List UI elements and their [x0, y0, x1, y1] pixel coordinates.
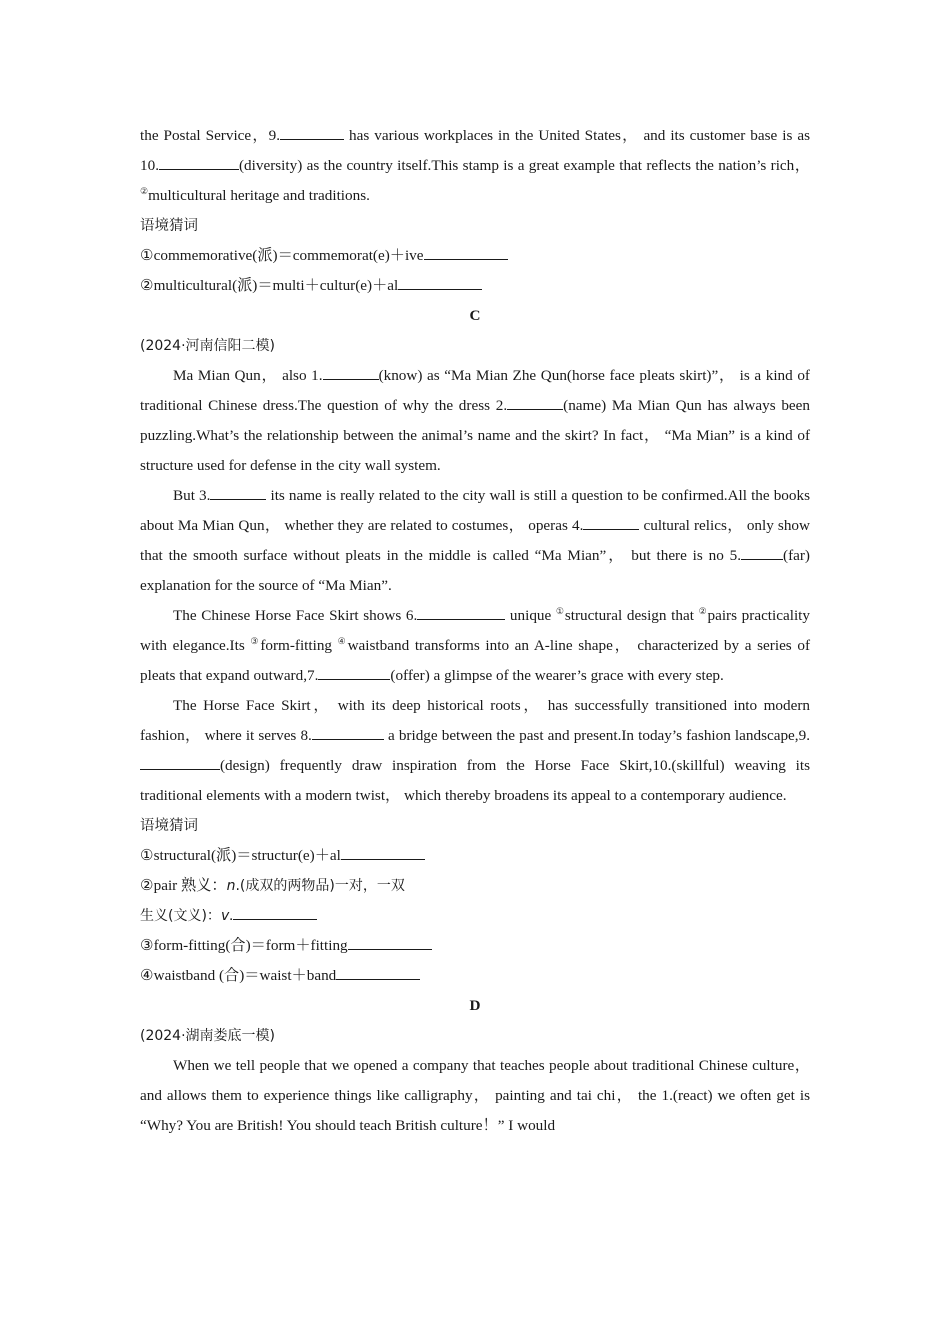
vocab-answer-blank[interactable] — [233, 905, 317, 920]
footnote-marker: ③ — [250, 636, 261, 646]
section-heading-d: D — [469, 997, 481, 1014]
vocab-item: ②pair 熟义：n.(成双的两物品)一对，一双 — [140, 877, 405, 894]
vocab-answer-blank[interactable] — [341, 845, 425, 860]
answer-blank-10[interactable] — [159, 155, 239, 170]
vocab-answer-blank[interactable] — [336, 965, 420, 980]
answer-blank-1[interactable] — [323, 365, 379, 380]
answer-blank-6[interactable] — [417, 605, 505, 620]
section-b-tail-paragraph: the Postal Service，9. has various workplaces in the United States， and its customer base is as 10. (diversity) as the country itself.This stamp is a great example that reflects the nation’s rich，②multicultural heritage and traditions. — [140, 127, 810, 204]
answer-blank-5[interactable] — [741, 545, 783, 560]
vocab-item: ③form-fitting(合)＝form＋fitting — [140, 931, 810, 961]
passage-paragraph: The Chinese Horse Face Skirt shows 6. unique ①structural design that ②pairs practicality with elegance.Its ③form-fitting ④waistband transforms into an A-line shape， characterized by a series of pleats that expand outward,7. (offer) a glimpse of the wearer’s grace with every step. — [140, 606, 811, 684]
answer-blank-9[interactable] — [280, 125, 344, 140]
footnote-marker: ① — [555, 606, 565, 616]
passage-paragraph: The Horse Face Skirt， with its deep historical roots， has successfully transitioned into modern fashion， where it serves 8. a bridge between the past and present.In today’s fashion landscape,9.(design) frequently draw inspiration from the Horse Face Skirt,10.(skillful) weaving its traditional elements with a modern twist， which thereby broadens its appeal to a contemporary audience. — [140, 697, 810, 804]
footnote-marker: ④ — [337, 636, 348, 646]
answer-blank-7[interactable] — [318, 665, 390, 680]
answer-blank-3[interactable] — [210, 485, 266, 500]
passage-paragraph: When we tell people that we opened a company that teaches people about traditional Chinese culture， and allows them to experience things like calligraphy， painting and tai chi， the 1.(react) we often get is “Why? You are British! You should teach British culture！” I would — [140, 1057, 810, 1134]
vocab-item: ①structural(派)＝structur(e)＋al — [140, 841, 810, 871]
footnote-marker: ② — [698, 606, 708, 616]
vocab-answer-blank[interactable] — [424, 245, 508, 260]
answer-blank-8[interactable] — [312, 725, 384, 740]
document-page — [140, 121, 810, 1141]
vocab-label: 语境猜词 — [140, 818, 198, 834]
vocab-label: 语境猜词 — [140, 218, 198, 234]
answer-blank-2[interactable] — [507, 395, 563, 410]
answer-blank-4[interactable] — [583, 515, 639, 530]
section-source: (2024·湖南娄底一模) — [140, 1028, 276, 1044]
vocab-answer-blank[interactable] — [398, 275, 482, 290]
vocab-item: ②multicultural(派)＝multi＋cultur(e)＋al — [140, 271, 810, 301]
answer-blank-9c[interactable] — [140, 755, 220, 770]
vocab-item: 生义(文义)：v. — [140, 901, 810, 931]
vocab-answer-blank[interactable] — [348, 935, 432, 950]
passage-paragraph: Ma Mian Qun， also 1. (know) as “Ma Mian Zhe Qun(horse face pleats skirt)”， is a kind of traditional Chinese dress.The question of why the dress 2. (name) Ma Mian Qun has always been puzzling.What’s the relationship between the animal’s name and the skirt? In fact， “Ma Mian” is a kind of structure used for defense in the city wall system. — [140, 367, 810, 474]
vocab-item: ④waistband (合)＝waist＋band — [140, 961, 810, 991]
footnote-marker: ② — [140, 186, 149, 196]
vocab-item: ①commemorative(派)＝commemorat(e)＋ive — [140, 241, 810, 271]
passage-paragraph: But 3. its name is really related to the city wall is still a question to be confirmed.All the books about Ma Mian Qun， whether they are related to costumes， operas 4. cultural relics， only show that the smooth surface without pleats in the middle is called “Ma Mian”， but there is no 5. (far) explanation for the source of “Ma Mian”. — [140, 487, 810, 594]
section-source: (2024·河南信阳二模) — [140, 338, 276, 354]
section-heading-c: C — [469, 307, 481, 324]
